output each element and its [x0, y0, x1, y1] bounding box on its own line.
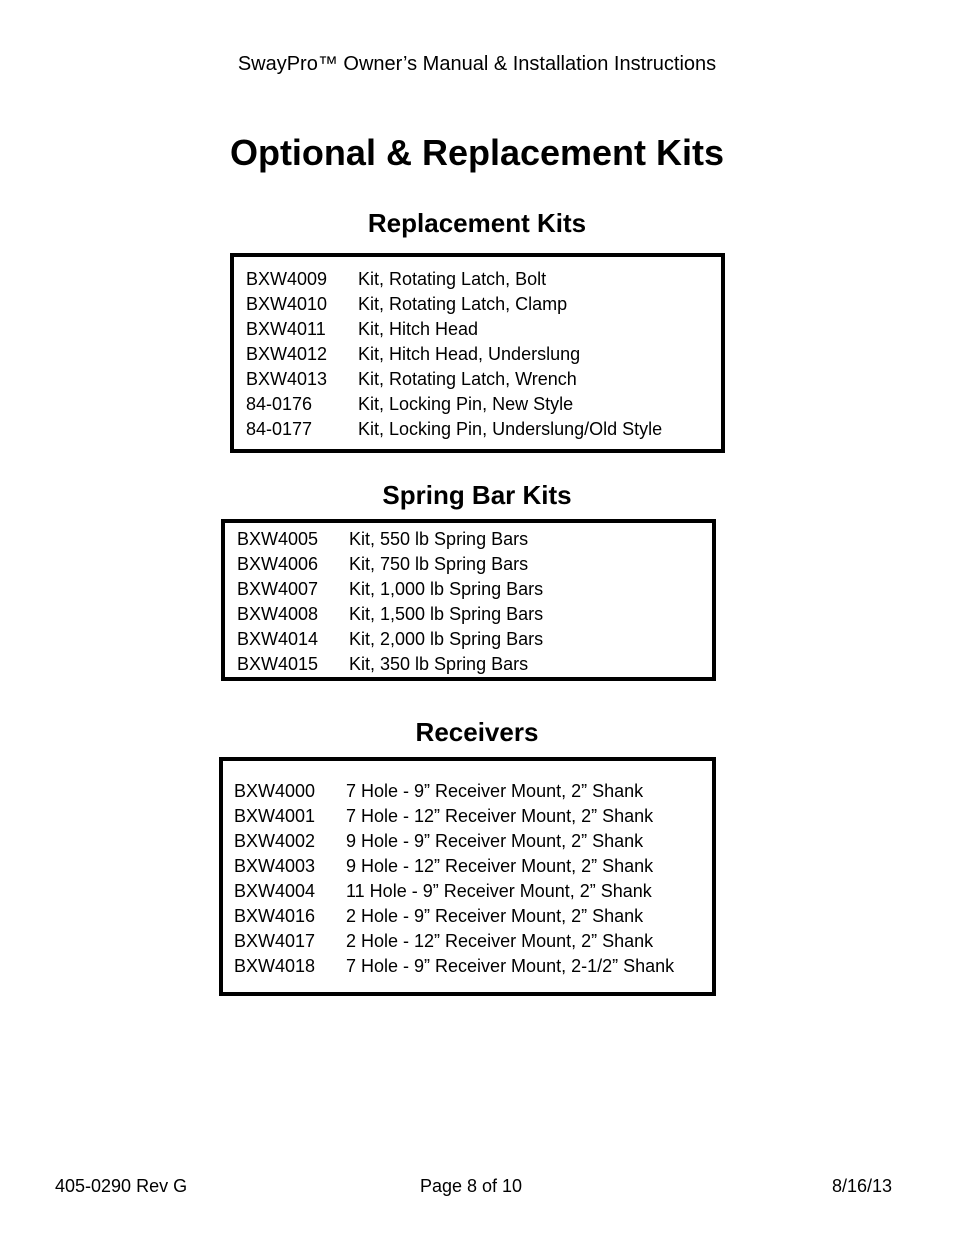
- part-number: BXW4009: [246, 269, 328, 289]
- footer-date: 8/16/13: [831, 1176, 892, 1196]
- part-description: 9 Hole - 9” Receiver Mount, 2” Shank: [346, 831, 644, 851]
- part-description: Kit, Locking Pin, Underslung/Old Style: [358, 419, 663, 439]
- part-number: BXW4014: [237, 629, 319, 649]
- replacement-kits-list: [246, 267, 716, 447]
- part-description: 7 Hole - 12” Receiver Mount, 2” Shank: [346, 806, 654, 826]
- part-description: Kit, 1,000 lb Spring Bars: [349, 579, 544, 599]
- part-number: BXW4004: [234, 881, 316, 901]
- running-header: SwayPro™ Owner’s Manual & Installation Instructions: [237, 53, 717, 75]
- part-number: BXW4016: [234, 906, 316, 926]
- replacement-kits-box: [230, 253, 725, 453]
- part-description: Kit, Hitch Head, Underslung: [358, 344, 581, 364]
- part-description: Kit, Rotating Latch, Bolt: [358, 269, 547, 289]
- part-description: 2 Hole - 9” Receiver Mount, 2” Shank: [346, 906, 644, 926]
- section-title-receivers: Receivers: [415, 717, 539, 747]
- part-description: 2 Hole - 12” Receiver Mount, 2” Shank: [346, 931, 654, 951]
- part-description: 9 Hole - 12” Receiver Mount, 2” Shank: [346, 856, 654, 876]
- part-number: BXW4013: [246, 369, 328, 389]
- part-description: 7 Hole - 9” Receiver Mount, 2” Shank: [346, 781, 644, 801]
- part-description: Kit, 350 lb Spring Bars: [349, 654, 529, 674]
- footer-page-number: Page 8 of 10: [419, 1176, 523, 1196]
- part-number: BXW4002: [234, 831, 316, 851]
- spring-bar-kits-list: [237, 527, 707, 677]
- part-number: BXW4008: [237, 604, 319, 624]
- section-title-replacement-kits: Replacement Kits: [367, 208, 587, 238]
- part-description: Kit, Hitch Head: [358, 319, 479, 339]
- part-number: BXW4000: [234, 781, 316, 801]
- part-number: 84-0176: [246, 394, 313, 414]
- section-title-spring-bar-kits: Spring Bar Kits: [382, 480, 572, 510]
- part-description: 7 Hole - 9” Receiver Mount, 2-1/2” Shank: [346, 956, 675, 976]
- spring-bar-kits-box: [221, 519, 716, 681]
- part-number: BXW4010: [246, 294, 328, 314]
- part-description: Kit, Rotating Latch, Wrench: [358, 369, 577, 389]
- footer-doc-number: 405-0290 Rev G: [55, 1176, 188, 1196]
- part-number: BXW4018: [234, 956, 316, 976]
- part-description: Kit, 2,000 lb Spring Bars: [349, 629, 544, 649]
- part-number: BXW4001: [234, 806, 316, 826]
- part-description: Kit, 550 lb Spring Bars: [349, 529, 529, 549]
- part-number: BXW4007: [237, 579, 319, 599]
- part-description: 11 Hole - 9” Receiver Mount, 2” Shank: [346, 881, 652, 901]
- part-number: BXW4006: [237, 554, 319, 574]
- page-title: Optional & Replacement Kits: [229, 132, 725, 173]
- part-number: BXW4005: [237, 529, 319, 549]
- part-number: BXW4003: [234, 856, 316, 876]
- part-number: BXW4017: [234, 931, 316, 951]
- part-description: Kit, 1,500 lb Spring Bars: [349, 604, 544, 624]
- part-number: BXW4015: [237, 654, 319, 674]
- part-description: Kit, 750 lb Spring Bars: [349, 554, 529, 574]
- part-description: Kit, Rotating Latch, Clamp: [358, 294, 568, 314]
- part-description: Kit, Locking Pin, New Style: [358, 394, 574, 414]
- receivers-box: [219, 757, 716, 996]
- receivers-list: [234, 779, 708, 984]
- part-number: 84-0177: [246, 419, 313, 439]
- part-number: BXW4012: [246, 344, 328, 364]
- part-number: BXW4011: [246, 319, 326, 339]
